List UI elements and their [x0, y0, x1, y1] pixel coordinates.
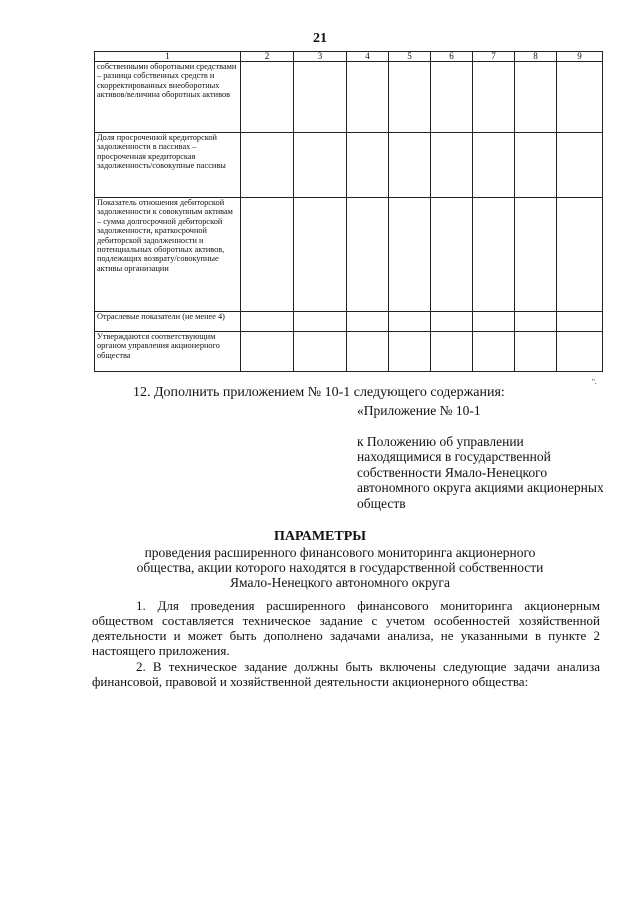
page-number: 21: [313, 31, 327, 46]
column-header: 5: [389, 52, 431, 62]
row-label: Утверждаются соответствующим органом управления акционерного общества: [95, 332, 241, 372]
column-header: 1: [95, 52, 241, 62]
row-label: собственными оборотными средствами – разница собственных средств и скорректированных внеоборотных активов/величина оборотных активов: [95, 62, 241, 133]
table-row: [95, 332, 603, 372]
paragraph-1: 1. Для проведения расширенного финансового мониторинга акционерным обществом составляется техническое задание с учетом особенностей хозяйственной деятельности и может быть дополнено задачами анализа, не указанными в пункте 2 настоящего приложения.: [92, 598, 600, 658]
column-header: 7: [473, 52, 515, 62]
indicators-table: [94, 51, 603, 372]
column-header: 3: [294, 52, 347, 62]
table-row: [95, 62, 603, 133]
row-label: Отраслевые показатели (не менее 4): [95, 312, 241, 332]
table-row: [95, 133, 603, 198]
column-header: 9: [557, 52, 603, 62]
document-subtitle: проведения расширенного финансового мониторинга акционерного общества, акции которого находятся в государственной собственности Ямало-Ненецкого автономного округа: [136, 545, 544, 590]
table-row: [95, 312, 603, 332]
table-header-row: [95, 52, 603, 62]
document-title: ПАРАМЕТРЫ: [273, 529, 367, 544]
column-header: 8: [515, 52, 557, 62]
appendix-reference: к Положению об управлении находящимися в государственной собственности Ямало-Ненецкого автономного округа акциями акционерных обществ: [357, 433, 604, 511]
table-closing-quote: ".: [592, 378, 597, 386]
table-row: [95, 198, 603, 312]
row-label: Доля просроченной кредиторской задолженности в пассивах – просроченная кредиторская задолженность/совокупные пассивы: [95, 133, 241, 198]
paragraph-12: 12. Дополнить приложением № 10-1 следующего содержания:: [133, 385, 505, 400]
appendix-number: «Приложение № 10-1: [357, 403, 481, 418]
column-header: 4: [347, 52, 389, 62]
column-header: 6: [431, 52, 473, 62]
column-header: 2: [241, 52, 294, 62]
appendix-header: [357, 403, 607, 511]
paragraph-2: 2. В техническое задание должны быть включены следующие задачи анализа финансовой, правовой и хозяйственной деятельности акционерного общества:: [92, 659, 600, 689]
row-label: Показатель отношения дебиторской задолженности к совокупным активам – сумма долгосрочной дебиторской задолженности, краткосрочной дебиторской задолженности и потенциальных оборотных активов, подлежащих возврату/совокупные активы организации: [95, 198, 241, 312]
